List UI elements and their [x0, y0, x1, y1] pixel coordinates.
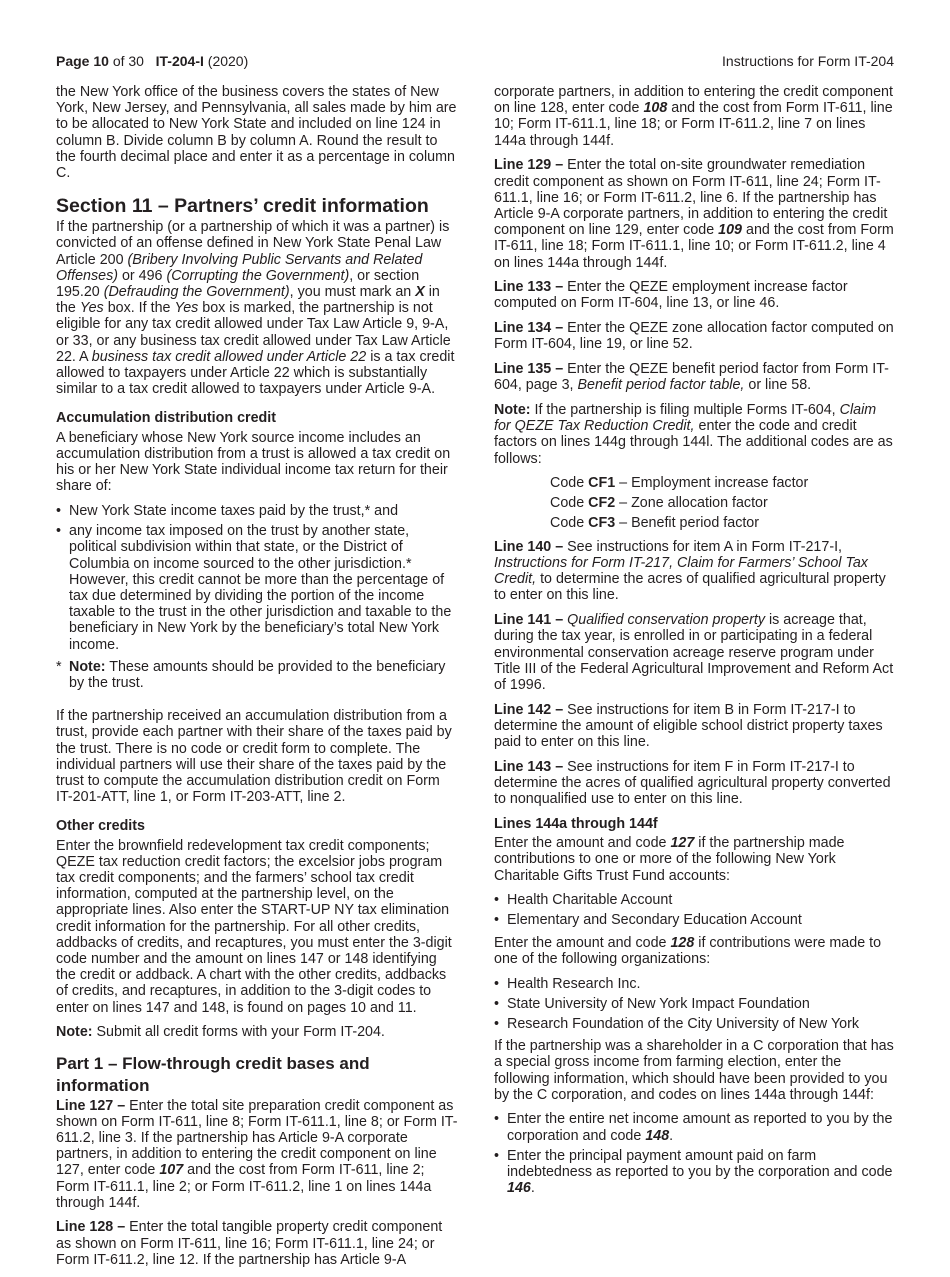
- line-140-paragraph: Line 140 – See instructions for item A in Form IT-217-I, Instructions for Form IT-217, Claim for Farmers’ School Tax Credit, to determine the acres of qualified agricultural property to enter on this line.: [494, 538, 886, 604]
- other-credits-note: Note: Submit all credit forms with your Form IT-204.: [56, 1024, 385, 1041]
- section-11-paragraph: If the partnership (or a partnership of which it was a partner) is convicted of an offense defined in New York State Penal Law Article 200 (Bribery Involving Public Servants and Related Offenses) or 496 (Corrupting the Government), or section 195.20 (Defrauding the Government), you must mark an X in the Yes box. If the Yes box is marked, the partnership is not eligible for any tax credit allowed under Tax Law Article 9, 9-A, or 33, or any business tax credit allowed under Tax Law Article 22. A business tax credit allowed under Article 22 is a tax credit allowed to taxpayers under Article 22 which is substantially similar to a tax credit allowed to taxpayers under Article 9-A.: [56, 219, 455, 398]
- line-142-paragraph: Line 142 – See instructions for item B in Form IT-217-I to determine the amount of eligible school district property taxes paid to enter on this line.: [494, 701, 883, 751]
- list-item: Code CF1 – Employment increase factor: [550, 475, 809, 492]
- line-128-paragraph: Line 128 – Enter the total tangible property credit component as shown on Form IT-611, line 16; Form IT-611.1, line 24; or Form IT-611.2, line 12. If the partnership has Article 9-A: [56, 1219, 443, 1268]
- qeze-note: Note: If the partnership is filing multiple Forms IT-604, Claim for QEZE Tax Reduction Credit, enter the code and credit factors on lines 144g through 144l. The additional codes are as follows:: [494, 401, 893, 467]
- list-item: • State University of New York Impact Foundation: [494, 996, 896, 1012]
- organizations-list: [494, 976, 896, 1033]
- intro-paragraph: the New York office of the business covers the states of New York, New Jersey, and Pennsylvania, all sales made by him are to be allocated to New York State and included on line 124 in column B. Divide column B by column A. Round the result to the fourth decimal place and enter it as a percentage in column C.: [56, 84, 457, 182]
- list-item: • New York State income taxes paid by the trust,* and: [56, 503, 458, 519]
- other-credits-heading: Other credits: [56, 818, 145, 835]
- line-127-paragraph: Line 127 – Enter the total site preparation credit component as shown on Form IT-611, line 8; Form IT-611.1, line 8; or Form IT-611.2, line 3. If the partnership has Article 9-A corporate partners, in addition to entering the credit component on line 127, enter code 107 and the cost from Form IT-611, line 2; Form IT-611.1, line 2; or Form IT-611.2, line 1 on lines 144a through 144f.: [56, 1097, 458, 1211]
- list-item: • any income tax imposed on the trust by another state, political subdivision within that state, or the District of Columbia on income sourced to the other jurisdiction.* However, this credit cannot be more than the percentage of tax due determined by dividing the portion of the income taxable to the trust in the other jurisdiction and taxable to the beneficiary in New York by the beneficiary’s total New York income.: [56, 523, 458, 653]
- left-column: [56, 84, 458, 1277]
- asterisk: *: [56, 658, 62, 675]
- list-item: • Enter the entire net income amount as reported to you by the corporation and code 148.: [494, 1111, 896, 1143]
- form-code: IT-204-I: [155, 53, 204, 69]
- list-item: • Research Foundation of the City University of New York: [494, 1016, 896, 1032]
- right-column: [494, 84, 896, 1202]
- list-item: • Health Research Inc.: [494, 976, 896, 992]
- page-total: of 30: [108, 53, 144, 69]
- lines-144-heading: Lines 144a through 144f: [494, 815, 658, 832]
- line-128-continued: corporate partners, in addition to entering the credit component on line 128, enter code 108 and the cost from Form IT-611, line 10; Form IT-611.1, line 18; or Form IT-611.2, line 7 on lines 144a through 144f.: [494, 84, 893, 149]
- list-item: • Enter the principal payment amount paid on farm indebtedness as reported to you by the corporation and code 146.: [494, 1148, 896, 1197]
- accumulation-intro: A beneficiary whose New York source income includes an accumulation distribution from a trust is allowed a tax credit on his or her New York State individual income tax return for their share of:: [56, 429, 451, 495]
- accumulation-paragraph-2: If the partnership received an accumulation distribution from a trust, provide each partner with their share of the taxes paid by the trust. There is no code or credit form to complete. The individual partners will use their share of the taxes paid by the trust to compute the accumulation distribution credit on Form IT-201-ATT, line 1, or Form IT-203-ATT, line 2.: [56, 708, 452, 806]
- list-item: • Elementary and Secondary Education Account: [494, 912, 896, 928]
- page-header-left: [56, 53, 248, 69]
- list-item: Code CF3 – Benefit period factor: [550, 514, 760, 531]
- code-128-paragraph: Enter the amount and code 128 if contributions were made to one of the following organizations:: [494, 934, 882, 967]
- shareholder-paragraph: If the partnership was a shareholder in a C corporation that has a special gross income from farming election, enter the following information, which should have been provided to you by the C corporation, and codes on lines 144a through 144f:: [494, 1038, 894, 1103]
- list-item: • Health Charitable Account: [494, 892, 896, 908]
- line-141-paragraph: Line 141 – Qualified conservation property is acreage that, during the tax year, is enrolled in or participating in a federal environmental conservation acreage reserve program under Title III of the Federal Agricultural Improvement and Reform Act of 1996.: [494, 612, 894, 693]
- part-1-heading: Part 1 – Flow-through credit bases and information: [56, 1053, 370, 1095]
- accumulation-note: * Note: These amounts should be provided to the beneficiary by the trust.: [56, 658, 446, 691]
- accumulation-heading: Accumulation distribution credit: [56, 410, 277, 427]
- qeze-code-list: [550, 475, 896, 531]
- list-item: Code CF2 – Zone allocation factor: [550, 494, 768, 511]
- line-135-paragraph: Line 135 – Enter the QEZE benefit period factor from Form IT-604, page 3, Benefit period factor table, or line 58.: [494, 361, 889, 394]
- page-header-right: Instructions for Form IT-204: [722, 53, 894, 69]
- farm-list: [494, 1111, 896, 1196]
- other-credits-paragraph: Enter the brownfield redevelopment tax credit components; QEZE tax reduction credit factors; the excelsior jobs program tax credit components; and the farmers’ school tax credit information, computed at the partnership level, on the appropriate lines. Also enter the START-UP NY tax elimination credit information for the partnership. For all other credits, addbacks of credits, and recaptures, you must enter the 3-digit code number and the amount on lines 147 or 148 identifying the credit or addback. A chart with the other credits, addbacks of credits, and recaptures, in addition to the 3-digit codes to enter on lines 147 and 148, is found on pages 10 and 11.: [56, 837, 452, 1016]
- form-year: (2020): [203, 53, 249, 69]
- line-134-paragraph: Line 134 – Enter the QEZE zone allocation factor computed on Form IT-604, line 19, or line 52.: [494, 320, 894, 353]
- section-11-heading: Section 11 – Partners’ credit information: [56, 195, 429, 218]
- code-127-paragraph: Enter the amount and code 127 if the partnership made contributions to one or more of the following New York Charitable Gifts Trust Fund accounts:: [494, 835, 845, 884]
- accumulation-list: [56, 503, 458, 653]
- line-133-paragraph: Line 133 – Enter the QEZE employment increase factor computed on Form IT-604, line 13, or line 46.: [494, 279, 848, 312]
- line-129-paragraph: Line 129 – Enter the total on-site groundwater remediation credit component as shown on Form IT-611, line 24; Form IT-611.1, line 16; or Form IT-611.2, line 6. If the partnership has Article 9-A corporate partners, in addition to entering the credit component on line 129, enter code 109 and the cost from Form IT-611, line 18; Form IT-611.1, line 10; or Form IT-611.2, line 4 on lines 144a through 144f.: [494, 157, 894, 271]
- accounts-list: [494, 892, 896, 928]
- line-143-paragraph: Line 143 – See instructions for item F in Form IT-217-I to determine the acres of qualified agricultural property converted to nonqualified use to enter on this line.: [494, 758, 891, 808]
- page-number: Page 10: [56, 53, 109, 69]
